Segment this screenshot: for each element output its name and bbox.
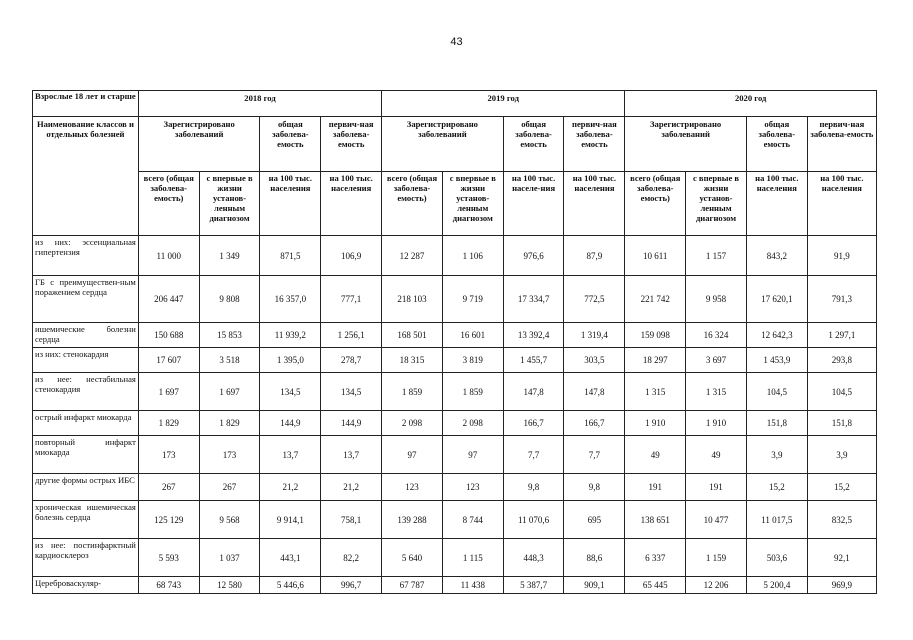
subcol-per-100k: на 100 тыс. населения [564,172,625,236]
cell: 17 620,1 [746,276,807,323]
cell: 134,5 [260,373,321,411]
cell: 49 [625,436,686,474]
cell: 12 580 [199,577,260,594]
cell: 191 [686,474,747,501]
header-corner: Взрослые 18 лет и старше [33,91,139,117]
cell: 123 [382,474,443,501]
cell: 7,7 [503,436,564,474]
row-name: из нее: нестабильная стенокардия [33,373,139,411]
year-header-2018: 2018 год [138,91,381,117]
cell: 9 719 [442,276,503,323]
cell: 144,9 [260,411,321,436]
primary-morbidity-header: первич-ная заболева-емость [807,117,876,172]
cell: 3,9 [807,436,876,474]
cell: 1 859 [442,373,503,411]
cell: 147,8 [564,373,625,411]
table-row [33,501,877,539]
cell: 159 098 [625,323,686,348]
cell: 125 129 [138,501,199,539]
cell: 11 017,5 [746,501,807,539]
cell: 5 387,7 [503,577,564,594]
cell: 293,8 [807,348,876,373]
cell: 134,5 [321,373,382,411]
table-body [33,236,877,594]
table-row [33,539,877,577]
cell: 503,6 [746,539,807,577]
year-header-2020: 2020 год [625,91,877,117]
cell: 843,2 [746,236,807,276]
registered-header: Зарегистрировано заболеваний [625,117,747,172]
cell: 1 315 [625,373,686,411]
subcol-per-100k: на 100 тыс. населения [746,172,807,236]
cell: 1 315 [686,373,747,411]
cell: 104,5 [807,373,876,411]
cell: 1 455,7 [503,348,564,373]
cell: 1 349 [199,236,260,276]
cell: 9,8 [564,474,625,501]
cell: 68 743 [138,577,199,594]
total-morbidity-header: общая заболева-емость [260,117,321,172]
total-morbidity-header: общая заболева-емость [503,117,564,172]
cell: 9,8 [503,474,564,501]
cell: 15 853 [199,323,260,348]
cell: 17 607 [138,348,199,373]
table-row [33,411,877,436]
cell: 139 288 [382,501,443,539]
cell: 1 859 [382,373,443,411]
cell: 777,1 [321,276,382,323]
cell: 16 324 [686,323,747,348]
cell: 11 070,6 [503,501,564,539]
subcol-per-100k: на 100 тыс. населения [321,172,382,236]
cell: 5 640 [382,539,443,577]
cell: 9 808 [199,276,260,323]
cell: 969,9 [807,577,876,594]
cell: 1 395,0 [260,348,321,373]
cell: 1 697 [138,373,199,411]
cell: 1 910 [686,411,747,436]
table-row [33,474,877,501]
cell: 173 [138,436,199,474]
cell: 1 453,9 [746,348,807,373]
cell: 106,9 [321,236,382,276]
cell: 88,6 [564,539,625,577]
cell: 267 [138,474,199,501]
subcol-per-100k: на 100 тыс. населения [807,172,876,236]
year-header-2019: 2019 год [382,91,625,117]
cell: 1 697 [199,373,260,411]
subcol-per-100k: на 100 тыс. населения [260,172,321,236]
cell: 1 159 [686,539,747,577]
subcol-per-100k: на 100 тыс. населе-ния [503,172,564,236]
cell: 67 787 [382,577,443,594]
cell: 16 357,0 [260,276,321,323]
subcol-first-time: с впервые в жизни установ-ленным диагнозом [686,172,747,236]
cell: 3,9 [746,436,807,474]
cell: 147,8 [503,373,564,411]
subcol-first-time: с впервые в жизни установ-ленным диагнозом [442,172,503,236]
cell: 443,1 [260,539,321,577]
cell: 49 [686,436,747,474]
cell: 168 501 [382,323,443,348]
cell: 11 939,2 [260,323,321,348]
cell: 303,5 [564,348,625,373]
cell: 7,7 [564,436,625,474]
row-name: из них: стенокардия [33,348,139,373]
cell: 6 337 [625,539,686,577]
cell: 138 651 [625,501,686,539]
primary-morbidity-header: первич-ная заболева-емость [321,117,382,172]
cell: 92,1 [807,539,876,577]
cell: 15,2 [746,474,807,501]
cell: 3 697 [686,348,747,373]
total-morbidity-header: общая заболева-емость [746,117,807,172]
cell: 5 446,6 [260,577,321,594]
subcol-total: всего (общая заболева-емость) [625,172,686,236]
cell: 206 447 [138,276,199,323]
cell: 21,2 [321,474,382,501]
table-row [33,436,877,474]
cell: 151,8 [807,411,876,436]
row-name: другие формы острых ИБС [33,474,139,501]
row-name: из них: эссенциальная гипертензия [33,236,139,276]
row-name: повторный инфаркт миокарда [33,436,139,474]
cell: 18 297 [625,348,686,373]
cell: 2 098 [442,411,503,436]
cell: 218 103 [382,276,443,323]
cell: 2 098 [382,411,443,436]
cell: 10 611 [625,236,686,276]
cell: 3 819 [442,348,503,373]
cell: 278,7 [321,348,382,373]
cell: 8 744 [442,501,503,539]
registered-header: Зарегистрировано заболеваний [382,117,504,172]
cell: 13 392,4 [503,323,564,348]
cell: 17 334,7 [503,276,564,323]
cell: 13,7 [321,436,382,474]
cell: 1 157 [686,236,747,276]
primary-morbidity-header: первич-ная заболева-емость [564,117,625,172]
subcol-first-time: с впервые в жизни установ-ленным диагнозом [199,172,260,236]
cell: 758,1 [321,501,382,539]
cell: 15,2 [807,474,876,501]
cell: 1 910 [625,411,686,436]
cell: 1 115 [442,539,503,577]
cell: 9 958 [686,276,747,323]
cell: 1 256,1 [321,323,382,348]
cell: 104,5 [746,373,807,411]
cell: 12 287 [382,236,443,276]
morbidity-table [32,90,877,594]
cell: 832,5 [807,501,876,539]
table-row [33,236,877,276]
row-name: из нее: постинфарктный кардиосклероз [33,539,139,577]
cell: 11 000 [138,236,199,276]
cell: 448,3 [503,539,564,577]
cell: 5 200,4 [746,577,807,594]
row-name: хроническая ишемическая болезнь сердца [33,501,139,539]
cell: 221 742 [625,276,686,323]
cell: 5 593 [138,539,199,577]
table-row [33,348,877,373]
cell: 16 601 [442,323,503,348]
table-row [33,373,877,411]
row-name: ГБ с преимуществен-ным поражением сердца [33,276,139,323]
cell: 1 829 [199,411,260,436]
cell: 150 688 [138,323,199,348]
cell: 12 206 [686,577,747,594]
cell: 11 438 [442,577,503,594]
cell: 1 297,1 [807,323,876,348]
cell: 976,6 [503,236,564,276]
cell: 871,5 [260,236,321,276]
cell: 87,9 [564,236,625,276]
cell: 123 [442,474,503,501]
cell: 791,3 [807,276,876,323]
cell: 1 829 [138,411,199,436]
cell: 772,5 [564,276,625,323]
row-name: Цереброваскуляр- [33,577,139,594]
subcol-total: всего (общая заболева-емость) [382,172,443,236]
row-name: острый инфаркт миокарда [33,411,139,436]
cell: 1 106 [442,236,503,276]
cell: 144,9 [321,411,382,436]
table-row [33,577,877,594]
cell: 191 [625,474,686,501]
registered-header: Зарегистрировано заболеваний [138,117,260,172]
row-name: ишемические болезни сердца [33,323,139,348]
cell: 267 [199,474,260,501]
cell: 97 [382,436,443,474]
cell: 65 445 [625,577,686,594]
cell: 909,1 [564,577,625,594]
cell: 13,7 [260,436,321,474]
cell: 1 037 [199,539,260,577]
cell: 82,2 [321,539,382,577]
cell: 166,7 [564,411,625,436]
cell: 91,9 [807,236,876,276]
cell: 695 [564,501,625,539]
cell: 9 568 [199,501,260,539]
cell: 3 518 [199,348,260,373]
cell: 173 [199,436,260,474]
page-number: 43 [450,36,463,48]
cell: 9 914,1 [260,501,321,539]
cell: 10 477 [686,501,747,539]
cell: 97 [442,436,503,474]
cell: 166,7 [503,411,564,436]
table-row [33,323,877,348]
cell: 12 642,3 [746,323,807,348]
row-header: Наименование классов и отдельных болезней [33,117,139,236]
cell: 996,7 [321,577,382,594]
cell: 151,8 [746,411,807,436]
subcol-total: всего (общая заболева-емость) [138,172,199,236]
cell: 1 319,4 [564,323,625,348]
table-row [33,276,877,323]
cell: 21,2 [260,474,321,501]
cell: 18 315 [382,348,443,373]
